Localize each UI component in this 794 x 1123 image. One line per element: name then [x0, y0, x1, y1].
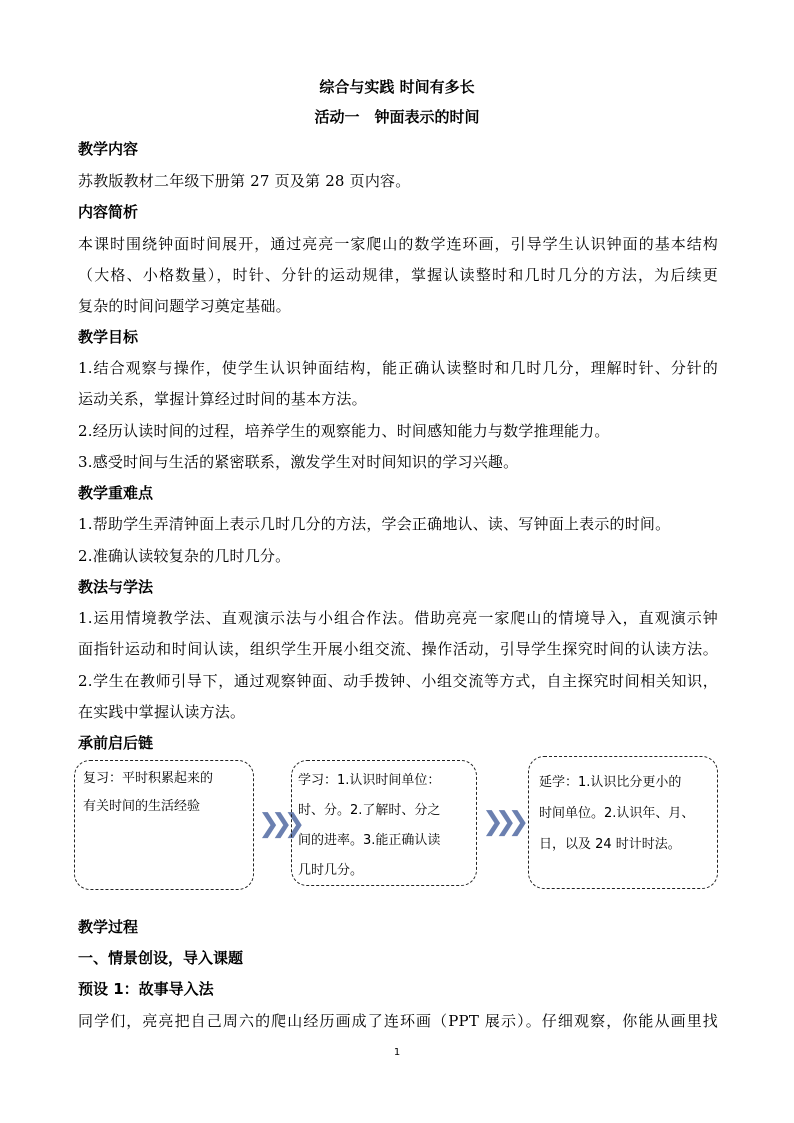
goal-line-4: 3.感受时间与生活的紧密联系，激发学生对时间知识的学习兴趣。: [78, 453, 519, 471]
goal-line-3: 2.经历认读时间的过程，培养学生的观察能力、时间感知能力与数学推理能力。: [78, 422, 610, 440]
summary-line-1: 本课时围绕钟面时间展开，通过亮亮一家爬山的数学连环画，引导学生认识钟面的基本结构: [78, 235, 718, 253]
method-line-4: 在实践中掌握认读方法。: [78, 703, 246, 721]
learn-box-line-4: 几时几分。: [298, 863, 364, 878]
summary-line-3: 复杂的时间问题学习奠定基础。: [78, 297, 291, 315]
chain-arrow-icon: ❯❯❯: [258, 809, 297, 839]
difficulty-line-2: 2.准确认读较复杂的几时几分。: [78, 547, 291, 565]
review-box-line-1: 复习：平时积累起来的: [83, 771, 214, 786]
heading-learning-chain: 承前启后链: [78, 734, 154, 752]
chain-box-extend: [528, 756, 718, 889]
difficulty-line-1: 1.帮助学生弄清钟面上表示几时几分的方法，学会正确地认、读、写钟面上表示的时间。: [78, 515, 671, 533]
chain-box-learn: [291, 760, 477, 886]
heading-methods: 教法与学法: [78, 578, 154, 596]
method-line-2: 面指针运动和时间认读，组织学生开展小组交流、操作活动，引导学生探究时间的认读方法。: [78, 640, 718, 658]
process-step-1: 一、情景创设，导入课题: [78, 949, 244, 967]
chain-arrow-icon: ❯❯❯: [482, 807, 521, 837]
chain-box-review: [74, 760, 254, 890]
method-line-1: 1.运用情境教学法、直观演示法与小组合作法。借助亮亮一家爬山的情境导入，直观演示钟: [78, 609, 718, 627]
heading-teaching-process: 教学过程: [78, 918, 139, 936]
process-preset-1: 预设 1：故事导入法: [78, 980, 214, 998]
document-subtitle: 活动一 钟面表示的时间: [314, 108, 480, 126]
extend-box-line-2: 时间单位。2.认识年、月、: [539, 806, 695, 821]
summary-line-2: （大格、小格数量），时针、分针的运动规律，掌握认读整时和几时几分的方法，为后续更: [78, 266, 718, 284]
content-line: 苏教版教材二年级下册第 27 页及第 28 页内容。: [78, 172, 411, 190]
goal-line-1: 1.结合观察与操作，使学生认识钟面结构，能正确认读整时和几时几分，理解时针、分针的: [78, 359, 718, 377]
heading-teaching-content: 教学内容: [78, 140, 139, 158]
learn-box-line-1: 学习：1.认识时间单位：: [298, 773, 441, 788]
learn-box-line-2: 时、分。2.了解时、分之: [298, 803, 441, 818]
process-line-1: 同学们，亮亮把自己周六的爬山经历画成了连环画（PPT 展示）。仔细观察，你能从画里找: [78, 1012, 718, 1030]
heading-key-difficulties: 教学重难点: [78, 484, 154, 502]
heading-teaching-goals: 教学目标: [78, 328, 139, 346]
heading-content-summary: 内容简析: [78, 203, 139, 221]
page-number: 1: [393, 1047, 401, 1058]
learn-box-line-3: 间的进率。3.能正确认读: [298, 833, 441, 848]
method-line-3: 2.学生在教师引导下，通过观察钟面、动手拨钟、小组交流等方式，自主探究时间相关知识，: [78, 672, 718, 690]
extend-box-line-1: 延学：1.认识比分更小的: [539, 775, 682, 790]
extend-box-line-3: 日，以及 24 时计时法。: [539, 837, 681, 852]
review-box-line-2: 有关时间的生活经验: [83, 799, 201, 814]
document-title: 综合与实践 时间有多长: [319, 78, 475, 96]
goal-line-2: 运动关系，掌握计算经过时间的基本方法。: [78, 390, 367, 408]
